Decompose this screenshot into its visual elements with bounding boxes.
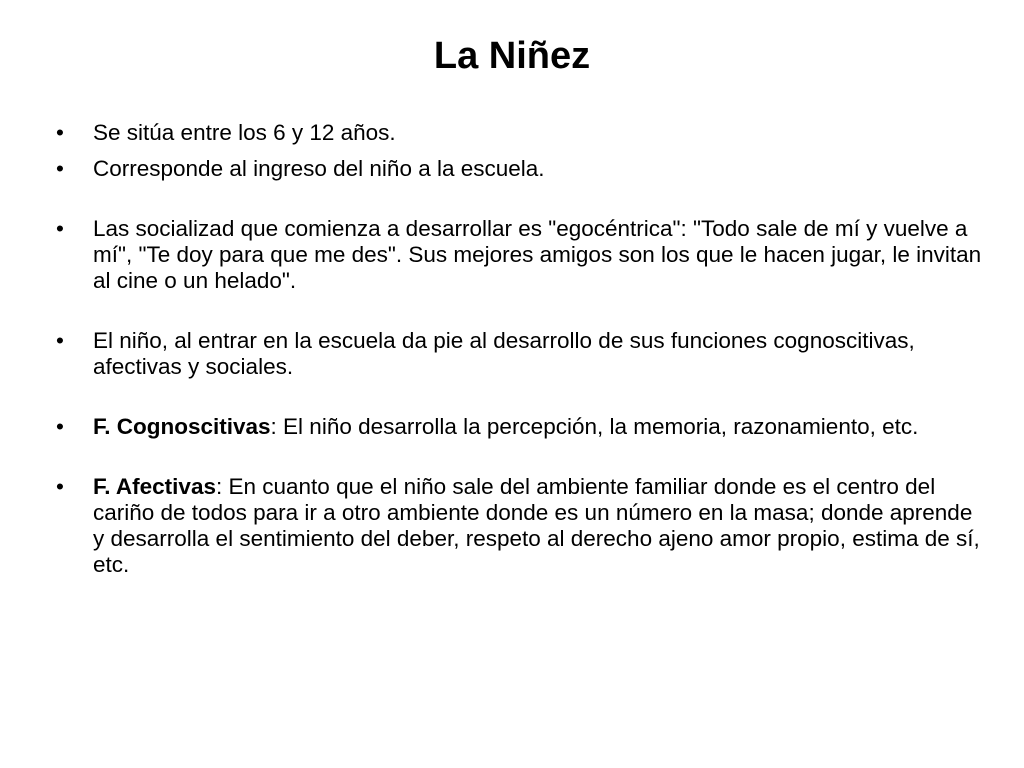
slide-title: La Niñez: [433, 35, 591, 77]
bullet-text: Las socializad que comienza a desarrollar es "egocéntrica": "Todo sale de mí y vuelve a mí", "Te doy para que me des". Sus mejores amigos son los que le hacen jugar, le invitan al cine o un helado".: [93, 216, 982, 293]
bullet-dot-icon: •: [56, 216, 64, 241]
bullet-rest: : En cuanto que el niño sale del ambiente familiar donde es el centro del cariño de todos para ir a otro ambiente donde es un número en la masa; donde aprende y desarrolla el sentimiento del deber, respeto al derecho ajeno amor propio, estima de sí, etc.: [93, 474, 980, 577]
bullet-term: F. Cognoscitivas: [93, 414, 271, 439]
bullet-dot-icon: •: [56, 474, 64, 499]
bullet-item: [56, 414, 986, 440]
bullet-item: [56, 328, 986, 380]
bullet-text: Corresponde al ingreso del niño a la escuela.: [93, 156, 545, 181]
bullet-dot-icon: •: [56, 414, 64, 439]
bullet-text: [93, 414, 918, 439]
bullet-item: [56, 120, 986, 146]
bullet-dot-icon: •: [56, 328, 64, 353]
bullet-text: El niño, al entrar en la escuela da pie al desarrollo de sus funciones cognoscitivas, afectivas y sociales.: [93, 328, 915, 379]
bullet-item: [56, 156, 986, 182]
slide-body: [56, 120, 986, 578]
bullet-term: F. Afectivas: [93, 474, 216, 499]
bullet-item: [56, 474, 986, 578]
bullet-dot-icon: •: [56, 156, 64, 181]
bullet-text: [93, 474, 980, 577]
bullet-dot-icon: •: [56, 120, 64, 145]
bullet-text: Se sitúa entre los 6 y 12 años.: [93, 120, 396, 145]
bullet-rest: : El niño desarrolla la percepción, la memoria, razonamiento, etc.: [270, 414, 919, 439]
bullet-item: [56, 216, 986, 294]
